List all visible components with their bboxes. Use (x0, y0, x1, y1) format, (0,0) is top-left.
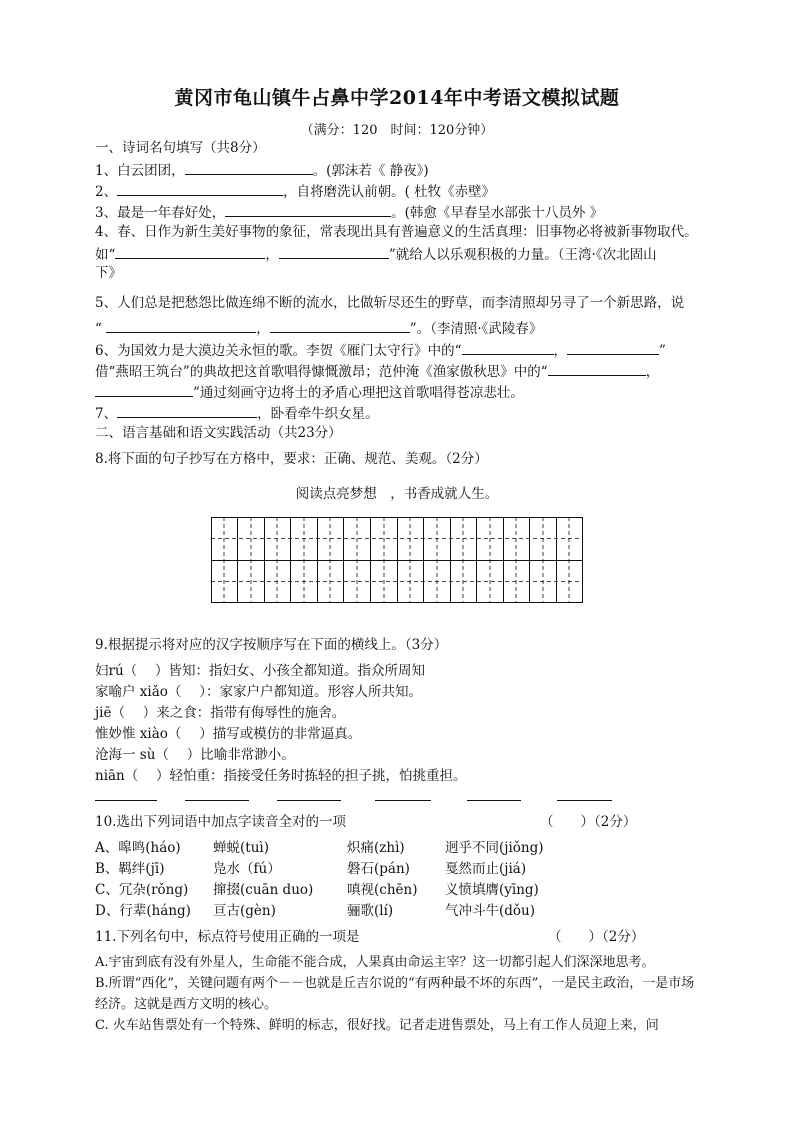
answer-line[interactable] (375, 800, 431, 801)
answer-line[interactable] (185, 800, 249, 801)
option-a: A.宇宙到底有没有外星人，生命能不能合成，人果真由命运主宰？这一切都引起人们深深地思考。 (95, 955, 655, 970)
answer-line[interactable] (95, 800, 157, 801)
answer-line[interactable] (557, 800, 612, 801)
section-heading: 二、语言基础和语文实践活动（共23分） (95, 425, 342, 441)
page-title: 黄冈市龟山镇牛占鼻中学2014年中考语文模拟试题 (174, 87, 620, 109)
question-5-blanks: “ ， ”。（李清照·《武陵春》 (95, 318, 707, 338)
question-9-item: 妇rú（ ）皆知：指妇女、小孩全都知道。指众所周知 (95, 663, 425, 679)
answer-paren[interactable]: （ ）（2分） (540, 814, 637, 830)
writing-grid-lines (211, 517, 583, 603)
option-d-word-1: D、行辈(háng) (95, 903, 191, 919)
option-c-word-1: C、冗杂(rǒng) (95, 882, 189, 898)
option-d-word-4: 气冲斗牛(dǒu) (445, 903, 535, 919)
question-9-item: 家喻户 xiǎo（ ）：家家户户都知道。形容人所共知。 (95, 684, 422, 700)
section-heading: 一、诗词名句填写（共8分） (95, 140, 266, 156)
option-c-word-4: 义愤填膺(yīng) (445, 882, 539, 898)
answer-blank[interactable] (462, 340, 554, 355)
question-3: 3、最是一年春好处， 。(韩愈《早春呈水部张十八员外 》 (95, 202, 707, 222)
answer-blank[interactable] (270, 318, 410, 333)
question-9-item: 沧海一 sù（ ）比喻非常渺小。 (95, 747, 295, 763)
question-9-item: 惟妙惟 xiào（ ）描写或模仿的非常逼真。 (95, 726, 362, 742)
question-9-item: niān（ ）轻怕重：指接受任务时拣轻的担子挑，怕挑重担。 (95, 768, 467, 784)
question-4-blanks: 如“ ， ”就给人以乐观积极的力量。（王湾·《次北固山 (95, 244, 707, 264)
answer-blank[interactable] (548, 361, 646, 376)
question-9-prompt: 9.根据提示将对应的汉字按顺序写在下面的横线上。（3分） (95, 637, 448, 653)
answer-blank[interactable] (185, 160, 313, 175)
question-4: 4、春、日作为新生美好事物的象征，常表现出具有普遍意义的生活真理：旧事物必将被新事物取代。 (95, 224, 698, 240)
question-8-prompt: 8.将下面的句子抄写在方格中，要求：正确、规范、美观。（2分） (95, 451, 488, 467)
answer-blank[interactable] (225, 202, 391, 217)
answer-paren[interactable]: （ ）（2分） (548, 929, 645, 945)
answer-line[interactable] (277, 800, 341, 801)
option-b: B.所谓“西化”，关键问题有两个－－也就是丘吉尔说的“有两种最不坏的东西”，一是民主政治，一是市场经济。这就是西方文明的核心。 (95, 976, 695, 1012)
question-2: 2、 ，自将磨洗认前朝。( 杜牧《赤壁》 (95, 181, 707, 201)
answer-blank[interactable] (95, 382, 193, 397)
question-6-line2: 借“燕昭王筑台”的典故把这首歌唱得慷慨激昂；范仲淹《渔家傲秋思》中的“ ， (95, 361, 707, 381)
answer-blank[interactable] (115, 244, 265, 259)
question-10-prompt: 10.选出下列词语中加点字读音全对的一项 (95, 814, 346, 830)
answer-blank[interactable] (117, 181, 283, 196)
question-1: 1、白云团团， 。(郭沫若《 静夜》) (95, 160, 707, 180)
question-6-line3: ”通过刻画守边将士的矛盾心理把这首歌唱得苍凉悲壮。 (95, 382, 707, 402)
question-4-end: 下》 (95, 265, 122, 281)
option-d-word-2: 亘古(gèn) (213, 903, 276, 919)
answer-line[interactable] (467, 800, 521, 801)
option-c: C. 火车站售票处有一个特殊、鲜明的标志，很好找。记者走进售票处，马上有工作人员迎上来，问 (95, 1018, 659, 1033)
option-b-word-1: B、羁绊(jī) (95, 861, 165, 877)
option-b-word-3: 磐石(pán) (347, 861, 410, 877)
exam-info: （满分：120 时间：120分钟） (300, 123, 494, 138)
option-a-word-4: 迥乎不同(jiǒng) (445, 840, 544, 856)
option-b-word-2: 凫水（fú） (213, 861, 281, 877)
copy-sentence: 阅读点亮梦想 ，书香成就人生。 (295, 486, 499, 502)
question-11-prompt: 11.下列名句中，标点符号使用正确的一项是 (95, 929, 360, 945)
option-a-word-2: 蝉蜕(tuì) (213, 840, 269, 856)
answer-blank[interactable] (279, 244, 389, 259)
answer-blank[interactable] (106, 318, 256, 333)
option-c-word-2: 撺掇(cuān duo) (213, 882, 314, 898)
question-7: 7、 ，卧看牵牛织女星。 (95, 403, 707, 423)
writing-grid[interactable] (211, 517, 583, 603)
option-d-word-3: 骊歌(lí) (347, 903, 394, 919)
question-9-item: jiē（ ）来之食：指带有侮辱性的施舍。 (95, 705, 346, 721)
option-a-word-3: 炽痛(zhì) (347, 840, 405, 856)
answer-blank[interactable] (117, 403, 257, 418)
option-a-word-1: A、嗥鸣(háo) (95, 840, 181, 856)
answer-blank[interactable] (567, 340, 659, 355)
question-5: 5、人们总是把愁怨比做连绵不断的流水，比做斩尽还生的野草，而李清照却另寻了一个新思路，说 (95, 295, 685, 311)
option-c-word-3: 嗔视(chēn) (347, 882, 418, 898)
question-6: 6、为国效力是大漠边关永恒的歌。李贺《雁门太守行》中的“ ， ” (95, 340, 707, 360)
option-b-word-4: 戛然而止(jiá) (445, 861, 527, 877)
